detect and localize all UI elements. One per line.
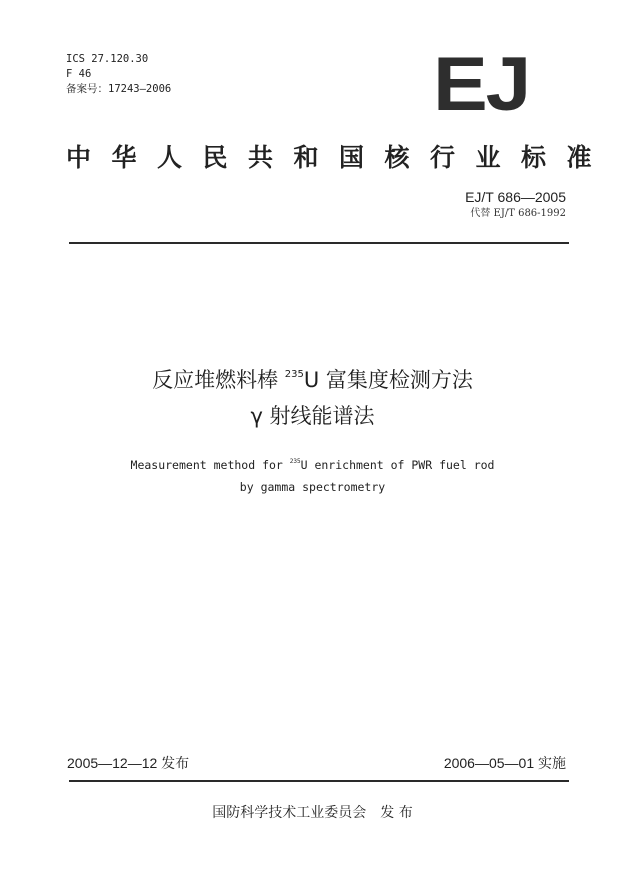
chinese-title-line2: γ 射线能谱法: [250, 404, 375, 428]
english-title-line2: by gamma spectrometry: [239, 480, 386, 494]
cn-title-suffix: U 富集度检测方法: [303, 368, 473, 392]
effective-date: 2006—05—01 实施: [443, 755, 566, 771]
standard-code-block: [465, 188, 566, 221]
chinese-title-line1: [0, 357, 625, 398]
ics-code: ICS 27.120.30: [66, 53, 149, 65]
standard-type-heading: 中华人民共和国核行业标准: [66, 143, 613, 172]
chinese-title: [0, 357, 625, 434]
isotope-superscript: 235: [284, 369, 304, 380]
english-title: [0, 451, 625, 498]
bottom-divider: [69, 780, 569, 782]
issue-word: 发 布: [380, 805, 413, 821]
top-divider: [69, 242, 569, 244]
ej-logo: EJ: [433, 42, 530, 127]
english-title-line1: [0, 451, 625, 476]
issue-date: 2005—12—12 发布: [67, 755, 190, 771]
issuer-name: 国防科学技术工业委员会: [212, 805, 367, 821]
classification-code: F 46: [66, 68, 92, 80]
en-title-prefix: Measurement method for: [130, 458, 290, 472]
issuer-line: [0, 803, 625, 823]
cn-title-prefix: 反应堆燃料棒: [152, 368, 285, 392]
en-isotope-superscript: 235: [289, 458, 301, 465]
filing-number: [66, 82, 171, 97]
en-title-suffix: U enrichment of PWR fuel rod: [300, 458, 495, 472]
filing-label: 备案号：: [66, 83, 108, 95]
replaces-code: 代替 EJ/T 686-1992: [470, 208, 566, 219]
document-metadata: [66, 52, 171, 97]
filing-value: 17243—2006: [108, 83, 172, 95]
standard-code: EJ/T 686—2005: [465, 189, 566, 205]
